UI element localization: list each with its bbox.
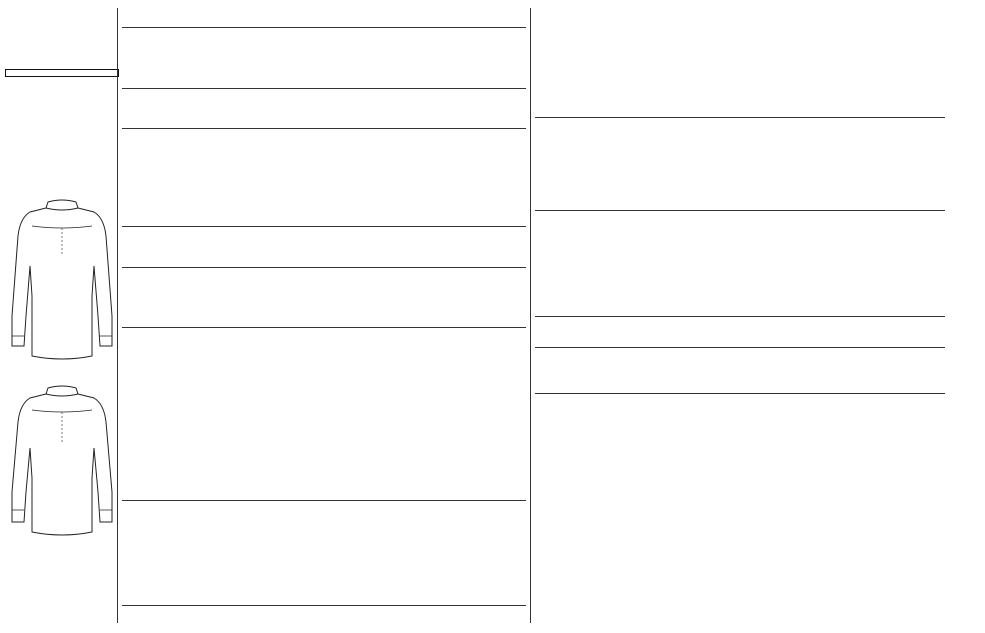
divider [535,393,945,394]
column-divider [530,8,531,623]
divider [122,605,526,606]
divider [535,316,945,317]
shirt-front-illustration [8,382,116,542]
divider [122,327,526,328]
divider [122,500,526,501]
divider [535,117,945,118]
divider [535,210,945,211]
divider [535,347,945,348]
divider [122,267,526,268]
divider [122,88,526,89]
column-divider [117,8,118,623]
shirt-back-illustration [8,196,116,366]
french-instructions-box [5,69,119,77]
divider [122,27,526,28]
divider [122,128,526,129]
divider [122,226,526,227]
